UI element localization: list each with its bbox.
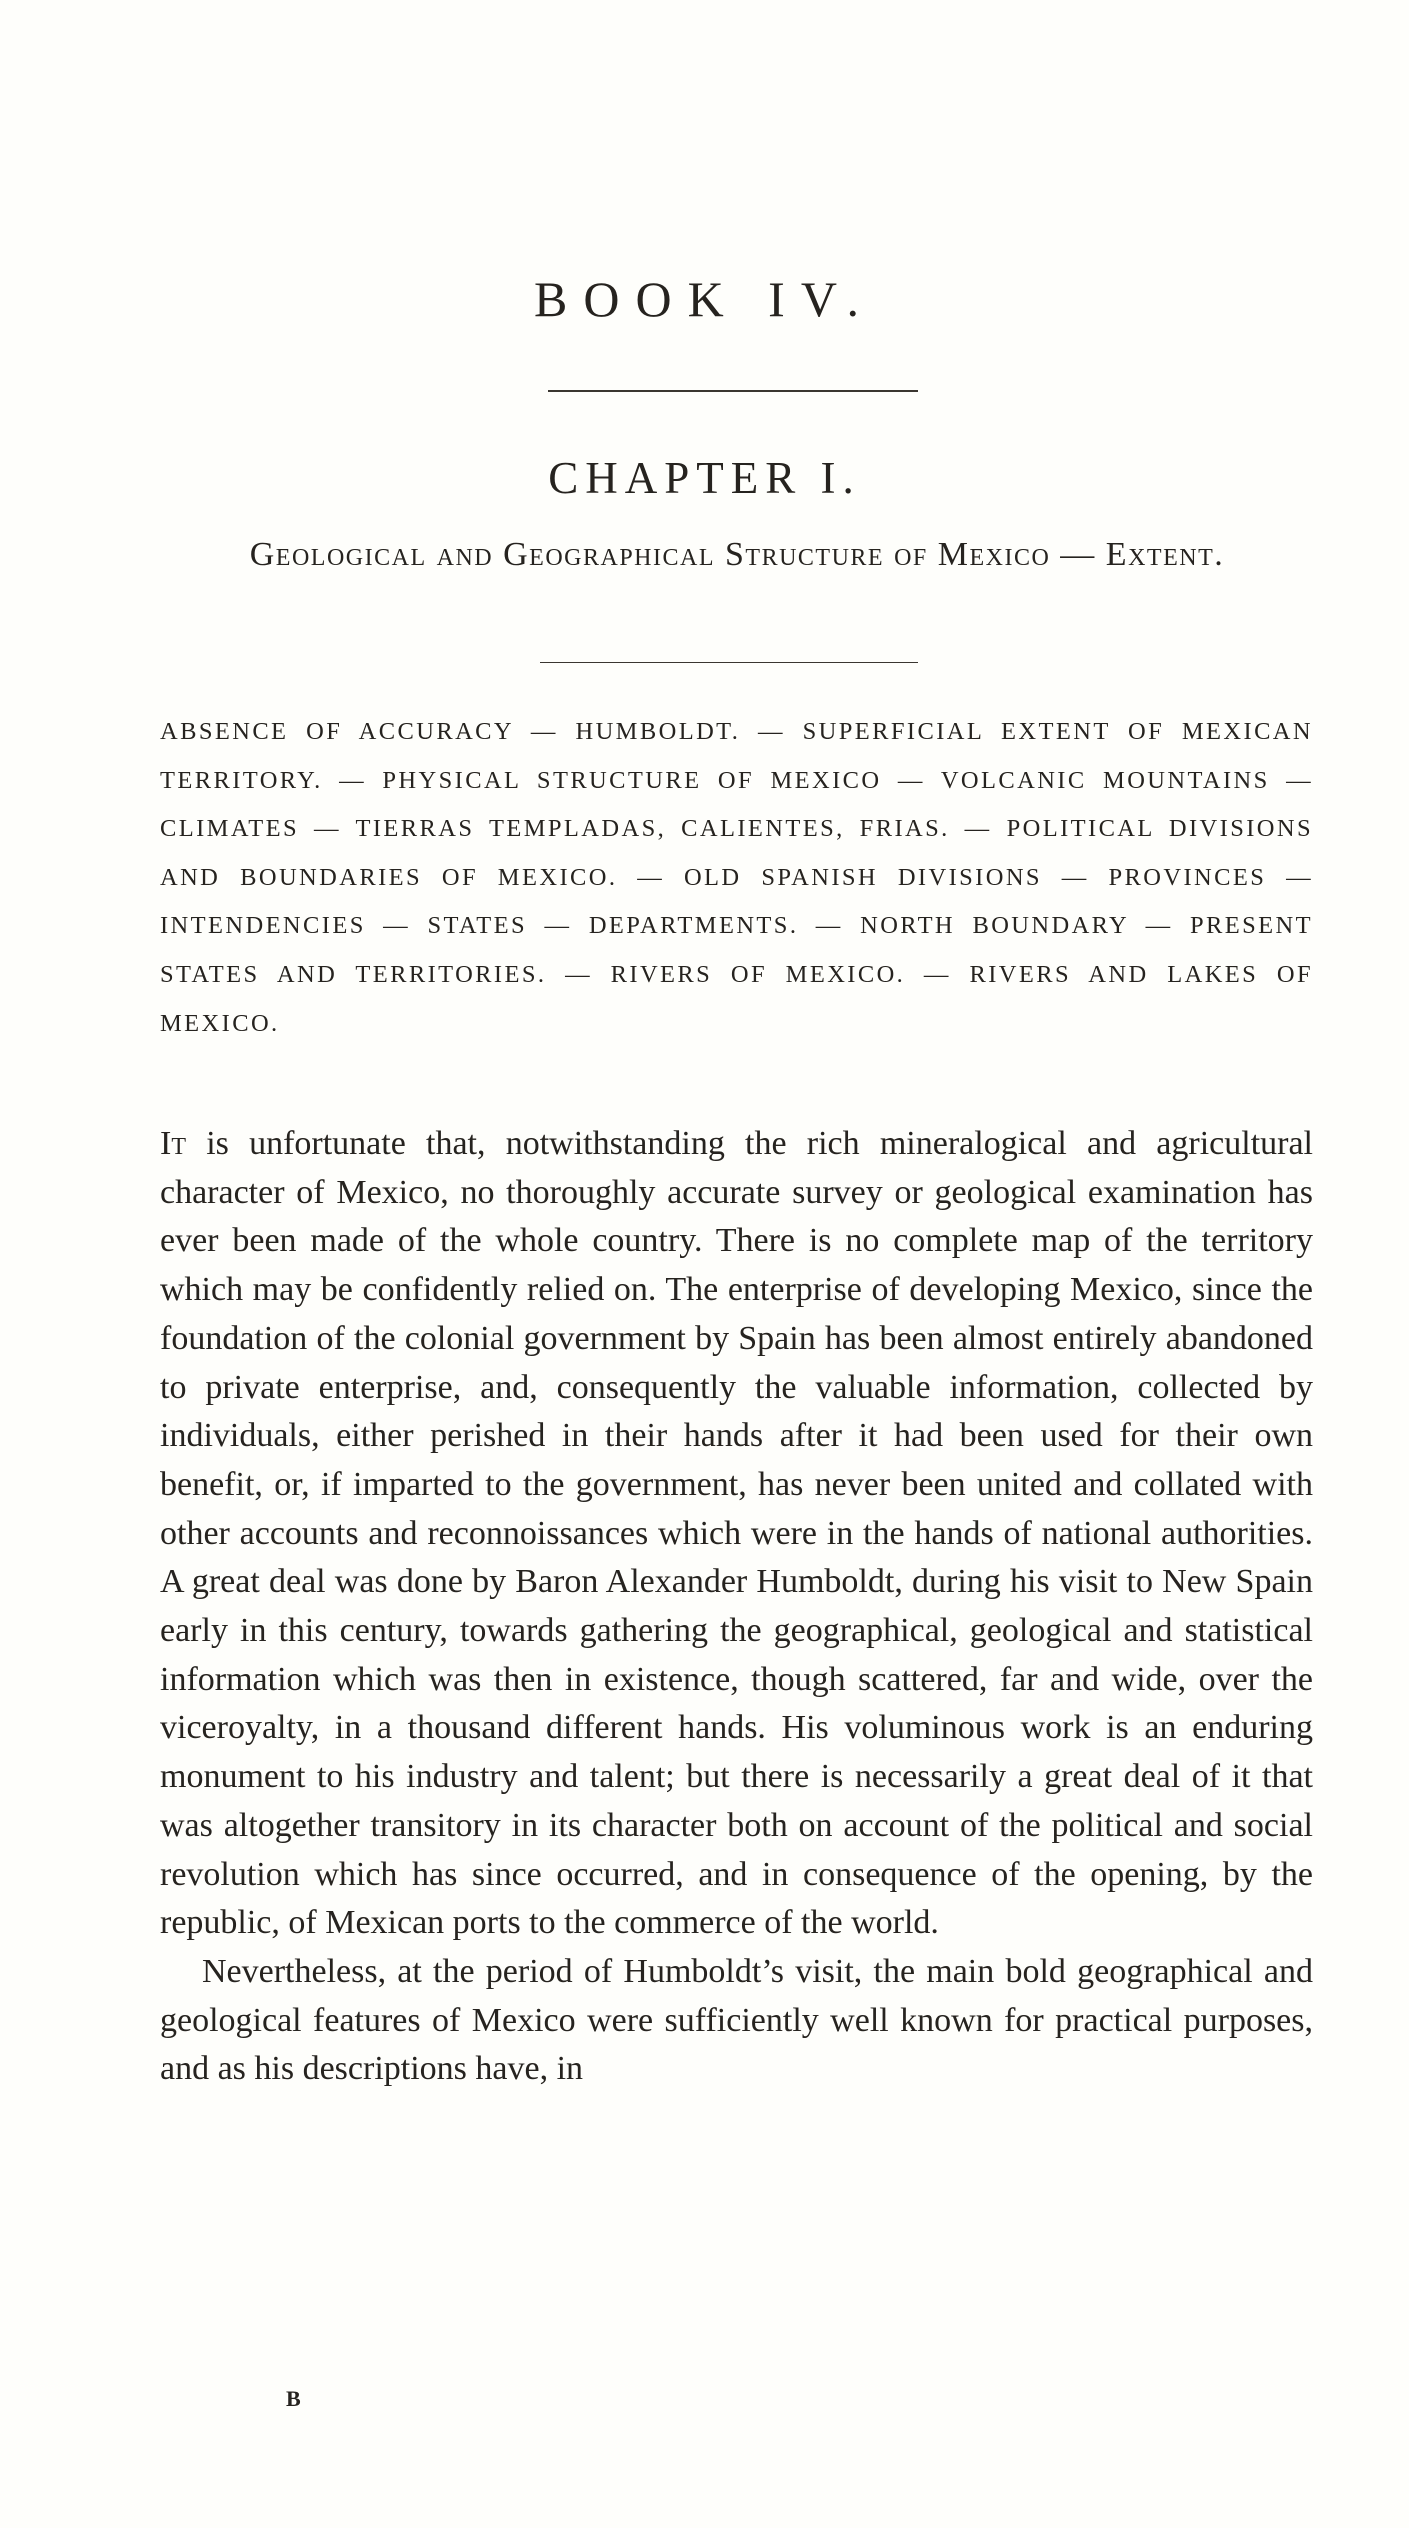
chapter-heading: CHAPTER I. [548, 453, 861, 503]
paragraph-1-lead: It [160, 1125, 186, 1162]
chapter-subtitle: Geological and Geographical Structure of Mexico — Extent. [249, 536, 1225, 573]
heading-divider [548, 390, 918, 392]
paragraph-1 [160, 1120, 1313, 1948]
paragraph-2: Nevertheless, at the period of Humboldt’s visit, the main bold geographical and geological features of Mexico were sufficiently well known for practical purposes, and as his descriptions have, in [160, 1952, 1313, 2088]
book-heading: BOOK IV. [534, 271, 875, 327]
body-text [160, 1120, 1313, 2094]
paragraph-1-text: is unfortunate that, notwithstanding the rich mineralogical and agricultural character of Mexico, no thoroughly accurate survey or geological examination has ever been made of the whole country. There is no complete map of the territory which may be confidently relied on. The enterprise of developing Mexico, since the foundation of the colonial government by Spain has been almost entirely abandoned to private enterprise, and, consequently the valuable information, collected by individuals, either perished in their hands after it had been used for their own benefit, or, if imparted to the government, has never been united and collated with other accounts and reconnoissances which were in the hands of national authorities. A great deal was done by Baron Alexander Humboldt, during his visit to New Spain early in this century, towards gathering the geographical, geological and statistical information which was then in existence, though scattered, far and wide, over the viceroyalty, in a thousand different hands. His voluminous work is an enduring monument to his industry and talent; but there is necessarily a great deal of it that was altogether transitory in its character both on account of the political and social revolution which has since occurred, and in consequence of the opening, by the republic, of Mexican ports to the commerce of the world. [160, 1125, 1313, 1942]
chapter-summary-text: ABSENCE OF ACCURACY — HUMBOLDT. — SUPERFICIAL EXTENT OF MEXICAN TERRITORY. — PHYSICAL STRUCTURE OF MEXICO — VOLCANIC MOUNTAINS — CLIMATES — TIERRAS TEMPLADAS, CALIENTES, FRIAS. — POLITICAL DIVISIONS AND BOUNDARIES OF MEXICO. — OLD SPANISH DIVISIONS — PROVINCES — INTENDENCIES — STATES — DEPARTMENTS. — NORTH BOUNDARY — PRESENT STATES AND TERRITORIES. — RIVERS OF MEXICO. — RIVERS AND LAKES OF MEXICO. [160, 718, 1313, 1037]
signature-mark: B [286, 2386, 302, 2411]
subtitle-divider [540, 662, 918, 663]
chapter-summary [160, 708, 1313, 1048]
